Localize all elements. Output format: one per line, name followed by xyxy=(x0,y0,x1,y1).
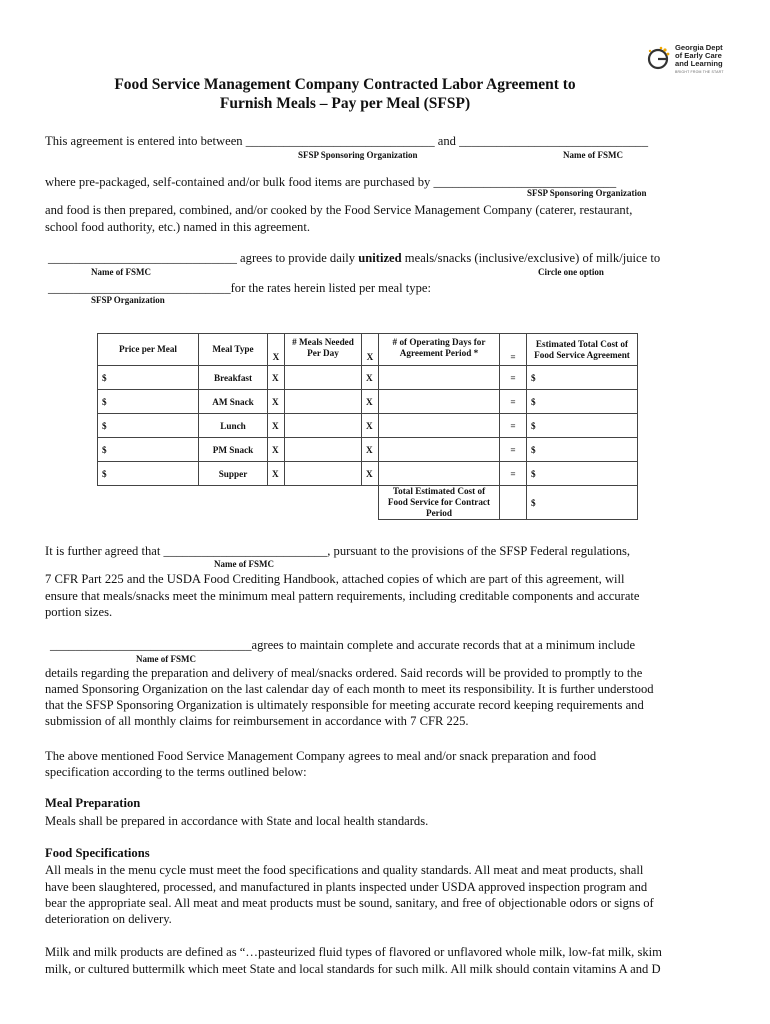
x-cell: X xyxy=(268,438,285,462)
operating-days-cell[interactable] xyxy=(379,366,500,390)
meals-needed-cell[interactable] xyxy=(285,438,362,462)
food-prepared-line-2: school food authority, etc.) named in this agreement. xyxy=(45,220,310,234)
header-price: Price per Meal xyxy=(98,334,199,366)
x-cell: X xyxy=(362,414,379,438)
meal-type-cell: PM Snack xyxy=(199,438,268,462)
label-fsmc-3: Name of FSMC xyxy=(214,559,274,569)
meals-needed-cell[interactable] xyxy=(285,462,362,486)
meal-type-cell: Lunch xyxy=(199,414,268,438)
header-meal-type: Meal Type xyxy=(199,334,268,366)
title-line-2: Furnish Meals – Pay per Meal (SFSP) xyxy=(219,95,471,112)
header-x2: X xyxy=(362,334,379,366)
x-cell: X xyxy=(268,414,285,438)
records-line-3: named Sponsoring Organization on the last calendar day of each month to meet its responsibility. It is further understood xyxy=(45,682,654,696)
cost-cell[interactable]: $ xyxy=(527,462,638,486)
rates-line: _____________________________for the rates herein listed per meal type: xyxy=(48,281,431,295)
food-specifications-heading: Food Specifications xyxy=(45,846,150,860)
further-line-1: It is further agreed that __________________________, pursuant to the provisions of the SFSP Federal regulations, xyxy=(45,544,631,558)
records-line-1: ________________________________agrees to maintain complete and accurate records that at a minimum include xyxy=(50,638,636,652)
food-spec-line-2: have been slaughtered, processed, and manufactured in plants inspected under USDA approved inspection program and xyxy=(45,880,648,894)
food-spec-line-1: All meals in the menu cycle must meet the food specifications and quality standards. All meat and meat products, shall xyxy=(45,863,644,877)
equals-cell: = xyxy=(500,366,527,390)
records-line-5: submission of all monthly claims for reimbursement in accordance with 7 CFR 225. xyxy=(45,714,469,728)
records-line-2: details regarding the preparation and delivery of meal/snacks ordered. Said records will be provided to promptly to the xyxy=(45,666,643,680)
label-fsmc: Name of FSMC xyxy=(563,150,623,160)
further-line-2: 7 CFR Part 225 and the USDA Food Crediting Handbook, attached copies of which are part of this agreement, will xyxy=(45,572,625,586)
price-cell[interactable]: $ xyxy=(98,462,199,486)
x-cell: X xyxy=(362,390,379,414)
equals-cell: = xyxy=(500,438,527,462)
food-spec-line-3: bear the appropriate seal. All meat and meat products must be sound, sanitary, and free of objectionable odors or signs of xyxy=(45,896,654,910)
total-label: Total Estimated Cost of Food Service for Contract Period xyxy=(379,486,500,520)
label-sfsp-org-2: SFSP Sponsoring Organization xyxy=(527,188,647,198)
price-cell[interactable]: $ xyxy=(98,366,199,390)
price-cell[interactable]: $ xyxy=(98,414,199,438)
table-header-row xyxy=(98,334,638,366)
food-prepared-line-1: and food is then prepared, combined, and/or cooked by the Food Service Management Company (caterer, restaurant, xyxy=(45,203,633,217)
title-line-1: Food Service Management Company Contracted Labor Agreement to xyxy=(114,76,576,93)
meal-type-cell: Supper xyxy=(199,462,268,486)
table-row xyxy=(98,462,638,486)
further-line-4: portion sizes. xyxy=(45,605,113,619)
x-cell: X xyxy=(362,438,379,462)
intro-line: This agreement is entered into between ______________________________ and ______________________________ xyxy=(45,134,649,148)
logo-name: Georgia Dept of Early Care and Learning xyxy=(675,43,723,68)
x-cell: X xyxy=(268,462,285,486)
milk-line-1: Milk and milk products are defined as “…pasteurized fluid types of flavored or unflavored whole milk, low-fat milk, skim xyxy=(45,945,662,959)
header-meals-needed: # Meals Needed Per Day xyxy=(285,334,362,366)
label-sfsp-org: SFSP Sponsoring Organization xyxy=(298,150,418,160)
food-spec-line-4: deterioration on delivery. xyxy=(45,912,172,926)
table-row xyxy=(98,390,638,414)
operating-days-cell[interactable] xyxy=(379,414,500,438)
header-equals: = xyxy=(500,334,527,366)
meal-type-cell: Breakfast xyxy=(199,366,268,390)
label-sfsp-organization: SFSP Organization xyxy=(91,295,165,305)
label-circle-option: Circle one option xyxy=(538,267,604,277)
operating-days-cell[interactable] xyxy=(379,462,500,486)
above-line-1: The above mentioned Food Service Management Company agrees to meal and/or snack preparation and food xyxy=(45,749,597,763)
header-x1: X xyxy=(268,334,285,366)
cost-cell[interactable]: $ xyxy=(527,414,638,438)
header-operating-days: # of Operating Days for Agreement Period * xyxy=(379,334,500,366)
meals-needed-cell[interactable] xyxy=(285,414,362,438)
unitized-emphasis: unitized xyxy=(358,251,402,265)
meal-type-cell: AM Snack xyxy=(199,390,268,414)
meal-cost-table xyxy=(97,333,638,520)
total-cost-cell[interactable]: $ xyxy=(527,486,638,520)
table-row xyxy=(98,438,638,462)
meal-preparation-heading: Meal Preparation xyxy=(45,796,141,810)
cost-cell[interactable]: $ xyxy=(527,390,638,414)
meal-preparation-text: Meals shall be prepared in accordance with State and local health standards. xyxy=(45,814,429,828)
milk-line-2: milk, or cultured buttermilk which meet State and local standards for such milk. All milk should contain vitamins A and D xyxy=(45,962,661,976)
label-fsmc-4: Name of FSMC xyxy=(136,654,196,664)
above-line-2: specification according to the terms outlined below: xyxy=(45,765,307,779)
table-total-row xyxy=(98,486,638,520)
x-cell: X xyxy=(362,366,379,390)
header-estimated-cost: Estimated Total Cost of Food Service Agreement xyxy=(527,334,638,366)
equals-cell: = xyxy=(500,414,527,438)
operating-days-cell[interactable] xyxy=(379,438,500,462)
price-cell[interactable]: $ xyxy=(98,390,199,414)
table-row xyxy=(98,366,638,390)
operating-days-cell[interactable] xyxy=(379,390,500,414)
label-fsmc-2: Name of FSMC xyxy=(91,267,151,277)
equals-cell: = xyxy=(500,462,527,486)
x-cell: X xyxy=(268,390,285,414)
document-title xyxy=(40,75,650,113)
where-line: where pre-packaged, self-contained and/or bulk food items are purchased by _____________________________ xyxy=(45,175,617,189)
cost-cell[interactable]: $ xyxy=(527,366,638,390)
table-row xyxy=(98,414,638,438)
price-cell[interactable]: $ xyxy=(98,438,199,462)
agrees-line: ______________________________ agrees to provide daily unitized meals/snacks (inclusive/exclusive) of milk/juice to xyxy=(48,251,661,265)
logo-tagline: BRIGHT FROM THE START xyxy=(675,70,724,74)
records-line-4: that the SFSP Sponsoring Organization is ultimately responsible for meeting accurate record keeping requirements and xyxy=(45,698,644,712)
equals-cell: = xyxy=(500,390,527,414)
cost-cell[interactable]: $ xyxy=(527,438,638,462)
logo-mark-icon xyxy=(645,46,671,72)
x-cell: X xyxy=(268,366,285,390)
further-line-3: ensure that meals/snacks meet the minimum meal pattern requirements, including creditable components and accurate xyxy=(45,589,640,603)
agency-logo xyxy=(645,44,735,74)
x-cell: X xyxy=(362,462,379,486)
meals-needed-cell[interactable] xyxy=(285,390,362,414)
meals-needed-cell[interactable] xyxy=(285,366,362,390)
